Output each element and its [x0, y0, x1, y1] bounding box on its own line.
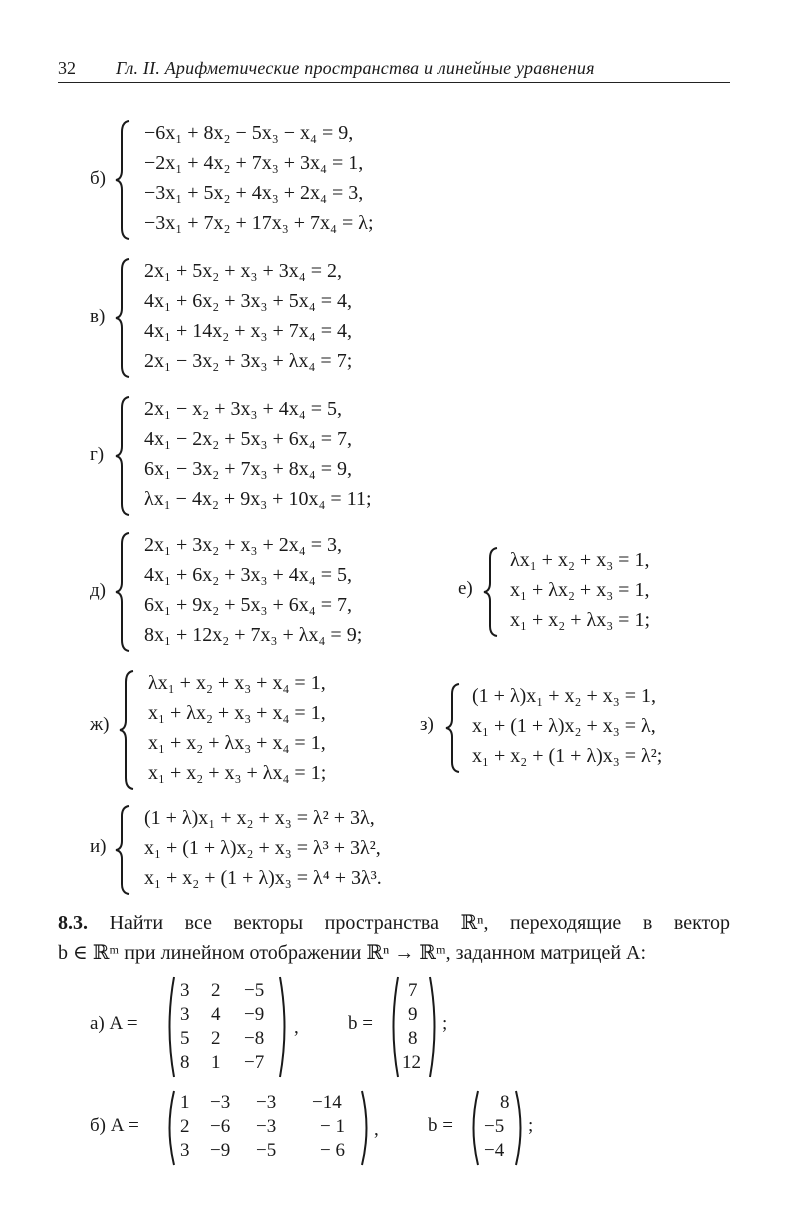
- system-label: г): [90, 444, 105, 465]
- matrix-cell: −3: [256, 1116, 277, 1137]
- matrix-cell: −14: [312, 1092, 342, 1113]
- system-label: ж): [90, 714, 110, 735]
- item-a: [90, 975, 490, 1081]
- running-header: [58, 56, 730, 83]
- problem-statement: [58, 908, 730, 968]
- matrix-cell: −5: [244, 980, 265, 1001]
- matrix-cell: 2: [180, 1116, 190, 1137]
- left-brace: [116, 258, 132, 378]
- equation-line: x₁ + x₂ + λx₃ = 1;: [510, 609, 651, 631]
- equation-line: 8x₁ + 12x₂ + 7x₃ + λx₄ = 9;: [144, 624, 363, 646]
- matrix-label: б) A =: [90, 1115, 139, 1136]
- matrix-cell: −9: [210, 1140, 231, 1161]
- matrix-cell: 8: [180, 1052, 190, 1073]
- equation-line: 2x₁ + 5x₂ + x₃ + 3x₄ = 2,: [144, 260, 343, 282]
- system-g: [90, 394, 490, 518]
- vector-cell: 7: [408, 980, 418, 1001]
- matrix-cell: −9: [244, 1004, 265, 1025]
- system-zh: [90, 668, 410, 792]
- left-paren: [388, 975, 400, 1079]
- equation-line: 2x₁ + 3x₂ + x₃ + 2x₄ = 3,: [144, 534, 343, 556]
- right-paren: [428, 975, 440, 1079]
- left-brace: [116, 396, 132, 516]
- vector-cell: 8: [500, 1092, 510, 1113]
- separator: ,: [294, 1017, 299, 1038]
- matrix-cell: 3: [180, 980, 190, 1001]
- matrix-cell: −6: [210, 1116, 231, 1137]
- equation-line: 6x₁ + 9x₂ + 5x₃ + 6x₄ = 7,: [144, 594, 353, 616]
- page-number: 32: [58, 58, 76, 78]
- matrix-cell: 3: [180, 1140, 190, 1161]
- left-paren: [164, 1089, 176, 1167]
- problem-number: 8.3.: [58, 912, 88, 934]
- matrix-label: а) A =: [90, 1013, 138, 1034]
- left-brace: [446, 683, 462, 773]
- left-brace: [120, 670, 136, 790]
- equation-line: (1 + λ)x₁ + x₂ + x₃ = 1,: [472, 685, 657, 707]
- matrix-cell: 1: [211, 1052, 221, 1073]
- left-paren: [468, 1089, 480, 1167]
- vector-label: b =: [348, 1013, 373, 1034]
- left-paren: [164, 975, 176, 1079]
- system-label: е): [458, 578, 473, 599]
- terminator: ;: [528, 1115, 534, 1136]
- equation-line: −3x₁ + 5x₂ + 4x₃ + 2x₄ = 3,: [144, 182, 364, 204]
- system-label: в): [90, 306, 106, 327]
- system-v: [90, 256, 490, 380]
- matrix-cell: −3: [256, 1092, 277, 1113]
- right-paren: [360, 1089, 372, 1167]
- vector-cell: 9: [408, 1004, 418, 1025]
- running-title: Гл. II. Арифметические пространства и линейные уравнения: [116, 58, 595, 78]
- problem-line-1: [58, 908, 730, 938]
- equation-line: 4x₁ + 14x₂ + x₃ + 7x₄ = 4,: [144, 320, 353, 342]
- system-d: [90, 530, 430, 654]
- problem-line-2: b ∈ ℝᵐ при линейном отображении ℝⁿ → ℝᵐ, заданном матрицей A:: [58, 942, 647, 964]
- matrix-cell: −8: [244, 1028, 265, 1049]
- vector-label: b =: [428, 1115, 453, 1136]
- separator: ,: [374, 1119, 379, 1140]
- equation-line: x₁ + λx₂ + x₃ + x₄ = 1,: [148, 702, 326, 724]
- matrix-cell: 1: [180, 1092, 190, 1113]
- vector-cell: 12: [402, 1052, 421, 1073]
- equation-line: x₁ + (1 + λ)x₂ + x₃ = λ,: [472, 715, 656, 737]
- system-b: [90, 118, 490, 242]
- vector-cell: −4: [484, 1140, 505, 1161]
- system-i: [90, 803, 490, 897]
- equation-line: x₁ + (1 + λ)x₂ + x₃ = λ³ + 3λ²,: [144, 837, 381, 859]
- equation-line: 2x₁ − 3x₂ + 3x₃ + λx₄ = 7;: [144, 350, 353, 372]
- item-b: [90, 1089, 550, 1169]
- matrix-cell: 5: [180, 1028, 190, 1049]
- equation-line: 4x₁ − 2x₂ + 5x₃ + 6x₄ = 7,: [144, 428, 353, 450]
- equation-line: λx₁ + x₂ + x₃ = 1,: [510, 549, 650, 571]
- vector-cell: −5: [484, 1116, 505, 1137]
- equation-line: x₁ + x₂ + x₃ + λx₄ = 1;: [148, 762, 327, 784]
- matrix-cell: −7: [244, 1052, 265, 1073]
- equation-line: λx₁ + x₂ + x₃ + x₄ = 1,: [148, 672, 326, 694]
- terminator: ;: [442, 1013, 448, 1034]
- equation-line: −3x₁ + 7x₂ + 17x₃ + 7x₄ = λ;: [144, 212, 374, 234]
- equation-line: 4x₁ + 6x₂ + 3x₃ + 4x₄ = 5,: [144, 564, 353, 586]
- left-brace: [116, 120, 132, 240]
- matrix-cell: −5: [256, 1140, 277, 1161]
- equation-line: 6x₁ − 3x₂ + 7x₃ + 8x₄ = 9,: [144, 458, 353, 480]
- equation-line: x₁ + x₂ + (1 + λ)x₃ = λ⁴ + 3λ³.: [144, 867, 382, 889]
- right-paren: [278, 975, 290, 1079]
- vector-cell: 8: [408, 1028, 418, 1049]
- equation-line: x₁ + x₂ + (1 + λ)x₃ = λ²;: [472, 745, 663, 767]
- equation-line: λx₁ − 4x₂ + 9x₃ + 10x₄ = 11;: [144, 488, 372, 510]
- matrix-cell: −3: [210, 1092, 231, 1113]
- matrix-cell: 3: [180, 1004, 190, 1025]
- matrix-cell: 2: [211, 980, 221, 1001]
- system-e: [458, 545, 738, 639]
- matrix-cell: 4: [211, 1004, 221, 1025]
- matrix-cell: − 6: [320, 1140, 345, 1161]
- system-label: д): [90, 580, 106, 601]
- equation-line: 4x₁ + 6x₂ + 3x₃ + 5x₄ = 4,: [144, 290, 353, 312]
- system-z: [420, 681, 730, 775]
- matrix-cell: − 1: [320, 1116, 345, 1137]
- equation-line: x₁ + x₂ + λx₃ + x₄ = 1,: [148, 732, 326, 754]
- system-label: и): [90, 836, 107, 857]
- left-brace: [116, 532, 132, 652]
- matrix-cell: 2: [211, 1028, 221, 1049]
- system-label: б): [90, 168, 106, 189]
- problem-text-1: Найти все векторы пространства ℝⁿ, переходящие в вектор: [109, 912, 730, 934]
- left-brace: [116, 805, 132, 895]
- system-label: з): [420, 714, 434, 735]
- left-brace: [484, 547, 500, 637]
- equation-line: −2x₁ + 4x₂ + 7x₃ + 3x₄ = 1,: [144, 152, 364, 174]
- equation-line: −6x₁ + 8x₂ − 5x₃ − x₄ = 9,: [144, 122, 354, 144]
- equation-line: x₁ + λx₂ + x₃ = 1,: [510, 579, 650, 601]
- right-paren: [514, 1089, 526, 1167]
- equation-line: (1 + λ)x₁ + x₂ + x₃ = λ² + 3λ,: [144, 807, 375, 829]
- equation-line: 2x₁ − x₂ + 3x₃ + 4x₄ = 5,: [144, 398, 343, 420]
